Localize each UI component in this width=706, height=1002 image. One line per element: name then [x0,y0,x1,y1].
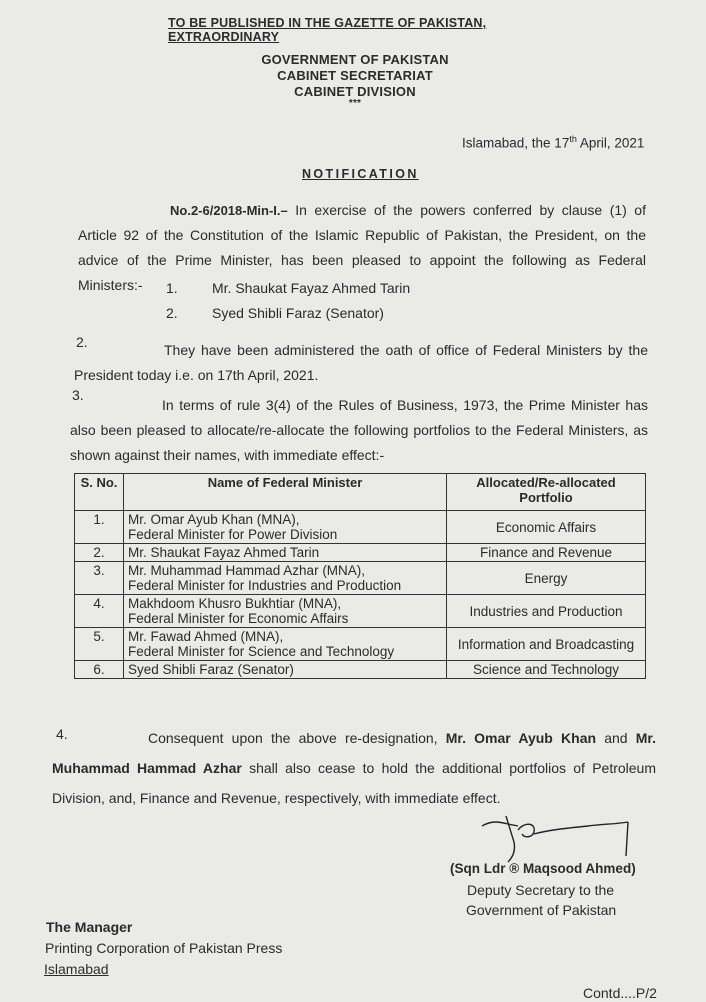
continued-note: Contd....P/2 [583,985,657,1001]
paragraph-4-number: 4. [56,726,68,742]
minister-name: Mr. Muhammad Hammad Azhar (MNA), Federal Minister for Industries and Production [124,562,447,595]
gazette-heading: TO BE PUBLISHED IN THE GAZETTE OF PAKISTAN, EXTRAORDINARY [168,16,487,44]
table-row: 1. Mr. Omar Ayub Khan (MNA), Federal Minister for Power Division Economic Affairs [75,511,646,544]
notification-title: NOTIFICATION [302,167,419,181]
minister-name: Makhdoom Khusro Bukhtiar (MNA), Federal Minister for Economic Affairs [124,595,447,628]
secretariat-heading: CABINET SECRETARIAT [277,68,433,83]
paragraph-4: Consequent upon the above re-designation, Mr. Omar Ayub Khan and Mr. Muhammad Hammad Azhar shall also cease to hold the additional portfolios of Petroleum Division, and, Finance and Revenue, respectively, with immediate effect. [52,730,656,806]
table-row: 5. Mr. Fawad Ahmed (MNA), Federal Minister for Science and Technology Information and Broadcasting [75,628,646,661]
addressee-city: Islamabad [44,961,109,977]
signatory-name: (Sqn Ldr ® Maqsood Ahmed) [450,861,636,876]
paragraph-1: No.2-6/2018-Min-I.– In exercise of the powers conferred by clause (1) of Article 92 of the Constitution of the Islamic Republic of Pakistan, the President, on the advice of the Prime Minister, has been pleased to appoint the following as Federal Ministers:- [78,202,646,293]
portfolio: Energy [447,562,646,595]
addressee-organization: Printing Corporation of Pakistan Press [45,940,283,956]
portfolio: Economic Affairs [447,511,646,544]
paragraph-2: They have been administered the oath of office of Federal Ministers by the President today i.e. on 17th April, 2021. [74,342,648,383]
notification-date: Islamabad, the 17th April, 2021 [462,134,645,151]
paragraph-3-number: 3. [72,387,84,403]
header-sno: S. No. [75,474,124,511]
addressee-title: The Manager [46,919,133,935]
portfolio-table [74,473,646,679]
signatory-title-1: Deputy Secretary to the [467,882,615,898]
table-row: 3. Mr. Muhammad Hammad Azhar (MNA), Federal Minister for Industries and Production Energy [75,562,646,595]
portfolio: Industries and Production [447,595,646,628]
header-name: Name of Federal Minister [124,474,447,511]
table-header-row [75,474,646,511]
government-heading: GOVERNMENT OF PAKISTAN [261,52,449,67]
list-item: 2. Syed Shibli Faraz (Senator) [166,305,384,321]
minister-name: Mr. Omar Ayub Khan (MNA), Federal Minister for Power Division [124,511,447,544]
notification-number: No.2-6/2018-Min-I.– [170,203,288,218]
list-item: 1. Mr. Shaukat Fayaz Ahmed Tarin [166,280,411,296]
paragraph-3: In terms of rule 3(4) of the Rules of Business, 1973, the Prime Minister has also been pleased to allocate/re-allocate the following portfolios to the Federal Ministers, as shown against their names, with immediate effect:- [70,397,648,463]
signatory-title-2: Government of Pakistan [466,902,617,918]
portfolio: Information and Broadcasting [447,628,646,661]
portfolio: Science and Technology [447,661,646,679]
minister-name: Mr. Shaukat Fayaz Ahmed Tarin [124,544,447,562]
table-row: 2. Mr. Shaukat Fayaz Ahmed Tarin Finance and Revenue [75,544,646,562]
minister-name: Mr. Fawad Ahmed (MNA), Federal Minister for Science and Technology [124,628,447,661]
appointee-list [166,280,466,330]
paragraph-2-number: 2. [76,334,88,350]
division-heading: CABINET DIVISION [294,84,416,99]
portfolio: Finance and Revenue [447,544,646,562]
table-row: 6. Syed Shibli Faraz (Senator) Science and Technology [75,661,646,679]
header-portfolio: Allocated/Re-allocated Portfolio [447,474,646,511]
table-row: 4. Makhdoom Khusro Bukhtiar (MNA), Federal Minister for Economic Affairs Industries and Production [75,595,646,628]
stars-separator: *** [348,98,362,109]
minister-name: Syed Shibli Faraz (Senator) [124,661,447,679]
